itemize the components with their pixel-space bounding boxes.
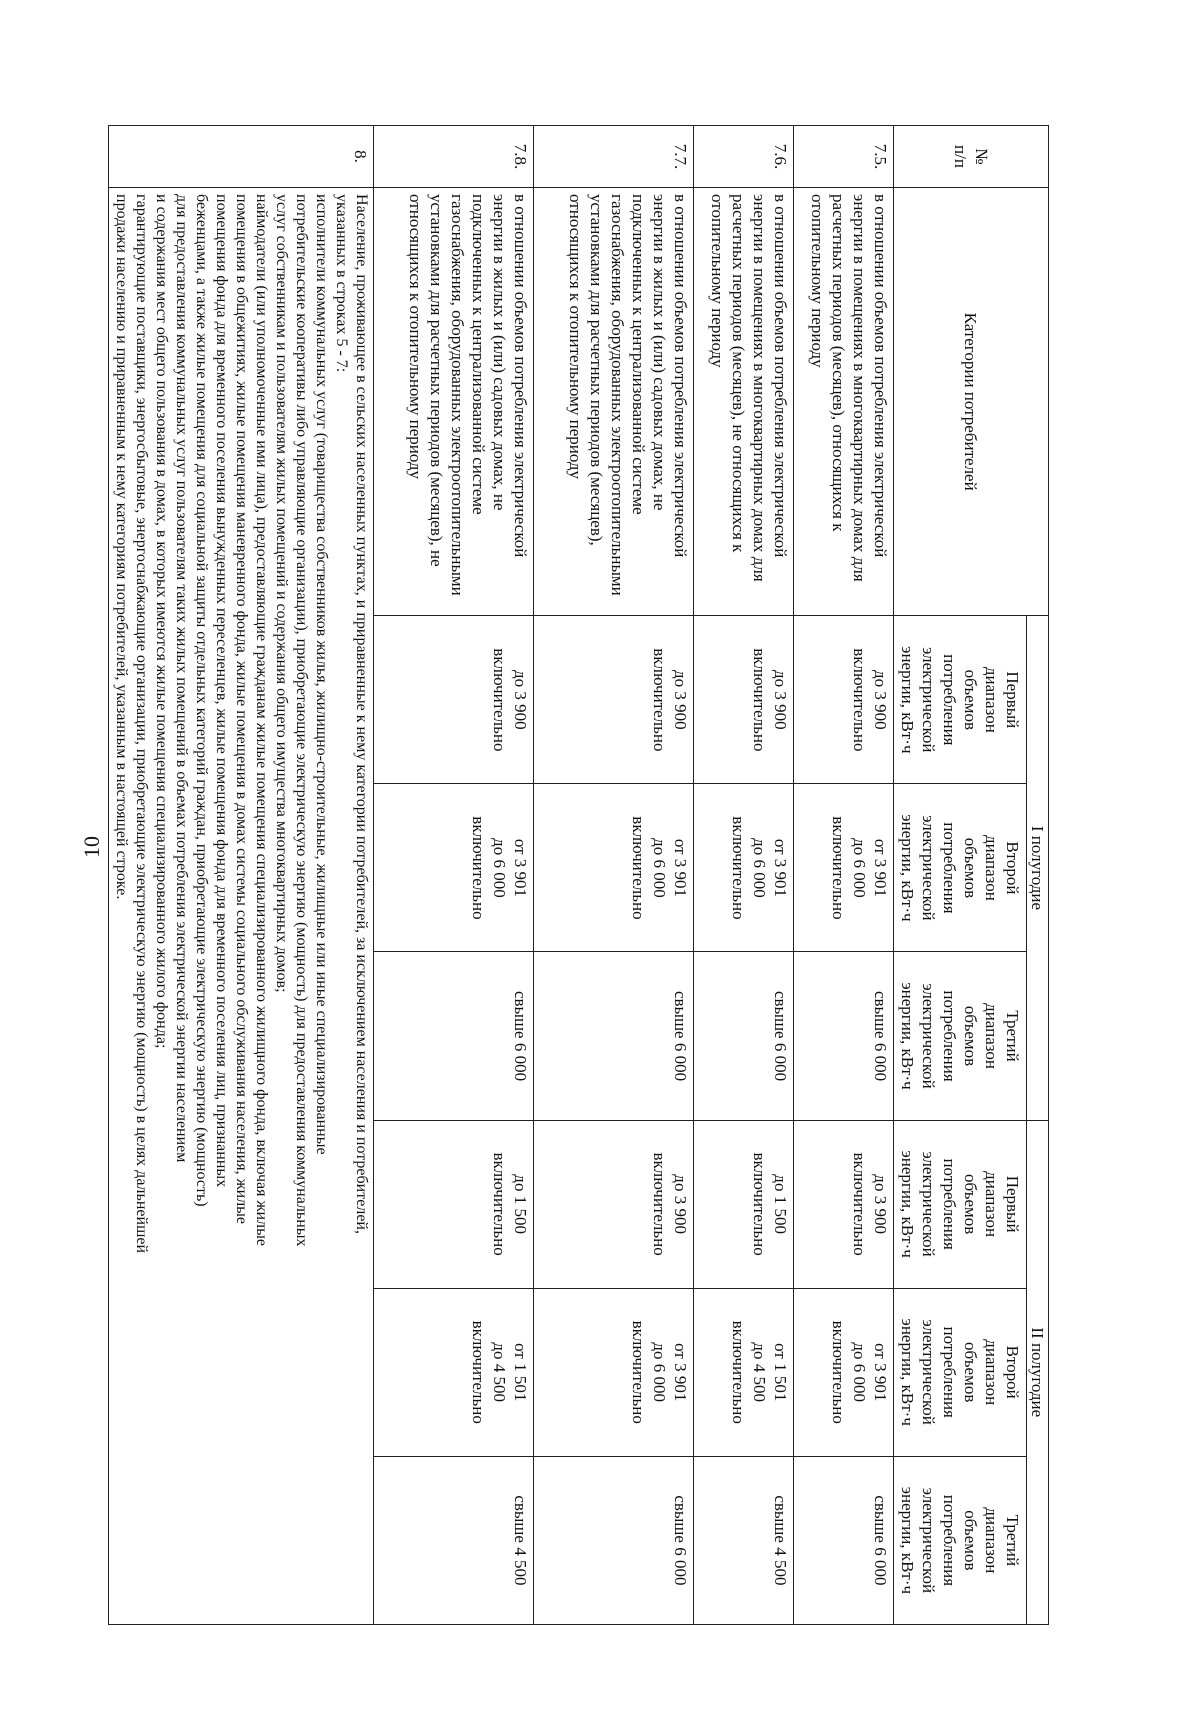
row-value: до 3 900 включительно — [374, 616, 534, 784]
table-row — [794, 126, 894, 1625]
row-value: свыше 6 000 — [534, 952, 694, 1120]
note-line: исполнители коммунальных услуг (товарищества собственников жилья, жилищно-строительные, жилищные или иные специализированные — [313, 194, 330, 1155]
row-value: до 3 900 включительно — [694, 616, 794, 784]
row-8-text — [109, 188, 374, 1625]
header-category: Категории потребителей — [894, 188, 1049, 616]
rotated-sheet — [113, 125, 1049, 1625]
row-value: свыше 6 000 — [694, 952, 794, 1120]
header-h1-range3: Третий диапазон объемов потребления электрической энергии, кВт·ч — [894, 952, 1027, 1120]
row-value: от 3 901 до 6 000 включительно — [694, 784, 794, 952]
row-value: до 3 900 включительно — [534, 1120, 694, 1288]
row-value: от 3 901 до 6 000 включительно — [794, 784, 894, 952]
row-category: в отношении объемов потребления электрической энергии в помещениях в многоквартирных домах для расчетных периодов (месяцев), относящихся к отопительному периоду — [794, 188, 894, 616]
note-line: и содержания мест общего пользования в домах, в которых имеются жилые помещения специализированного жилого фонда; — [153, 194, 170, 1049]
header-h2-range1: Первый диапазон объемов потребления электрической энергии, кВт·ч — [894, 1120, 1027, 1288]
table-row — [534, 126, 694, 1625]
header-half2: II полугодие — [1026, 1120, 1048, 1624]
header-h2-range3: Третий диапазон объемов потребления электрической энергии, кВт·ч — [894, 1456, 1027, 1624]
page-number: 10 — [79, 836, 104, 858]
header-half1: I полугодие — [1026, 616, 1048, 1120]
row-num: 7.6. — [694, 126, 794, 188]
row-value: свыше 4 500 — [374, 1456, 534, 1624]
row-value: свыше 6 000 — [534, 1456, 694, 1624]
row-value: от 3 901 до 6 000 включительно — [534, 784, 694, 952]
header-num: № п/п — [894, 126, 1049, 188]
row-value: от 3 901 до 6 000 включительно — [374, 784, 534, 952]
row-value: свыше 6 000 — [794, 952, 894, 1120]
table-row-8 — [109, 126, 374, 1625]
note-line: продажи населению и приравненным к нему категориям потребителей, указанным в настоящей строке. — [113, 194, 130, 900]
row-value: до 3 900 включительно — [794, 1120, 894, 1288]
row-num: 7.7. — [534, 126, 694, 188]
row-value: до 1 500 включительно — [694, 1120, 794, 1288]
table-row — [374, 126, 534, 1625]
note-line: потребительские кооперативы либо управляющие организации), приобретающие электрическую энергию (мощность) для предоставления коммунальных — [293, 194, 310, 1247]
row-category: в отношении объемов потребления электрической энергии в помещениях в многоквартирных домах для расчетных периодов (месяцев), не относящихся к отопительному периоду — [694, 188, 794, 616]
note-line: для предоставления коммунальных услуг пользователям таких жилых помещений в объемах потребления электрической энергии населением — [173, 194, 190, 1163]
row-value: от 3 901 до 6 000 включительно — [534, 1288, 694, 1456]
row-value: свыше 6 000 — [374, 952, 534, 1120]
row-value: свыше 6 000 — [794, 1456, 894, 1624]
row-value: свыше 4 500 — [694, 1456, 794, 1624]
header-row-1 — [1026, 126, 1048, 1625]
row-value: от 1 501 до 4 500 включительно — [374, 1288, 534, 1456]
note-line: наймодатели (или уполномоченные ими лица), предоставляющие гражданам жилые помещения специализированного жилищного фонда, включая жилые — [253, 194, 270, 1246]
row-value: до 3 900 включительно — [534, 616, 694, 784]
tariff-table — [108, 125, 1049, 1625]
header-h1-range1: Первый диапазон объемов потребления электрической энергии, кВт·ч — [894, 616, 1027, 784]
row-num: 8. — [109, 126, 374, 188]
note-line: указанных в строках 5 - 7: — [333, 194, 350, 373]
header-h2-range2: Второй диапазон объемов потребления электрической энергии, кВт·ч — [894, 1288, 1027, 1456]
note-line: услуг собственникам и пользователям жилых помещений и содержания общего имущества многоквартирных домов; — [273, 194, 290, 993]
row-category: в отношении объемов потребления электрической энергии в жилых и (или) садовых домах, не подключенных к централизованной системе газоснабжения, оборудованных электроотопительными установками для расчетных периодов (месяцев), относящихся к отопительному периоду — [534, 188, 694, 616]
table-row — [694, 126, 794, 1625]
note-line: помещения в общежитиях, жилые помещения маневренного фонда, жилые помещения в домах системы социального обслуживания населения, жилые — [233, 194, 250, 1225]
row-value: от 3 901 до 6 000 включительно — [794, 1288, 894, 1456]
row-value: до 1 500 включительно — [374, 1120, 534, 1288]
note-line: беженцами, а также жилые помещения для социальной защиты отдельных категорий граждан, приобретающие электрическую энергию (мощность) — [193, 194, 210, 1207]
note-line: гарантирующие поставщики, энергосбытовые, энергоснабжающие организации, приобретающие электрическую энергию (мощность) в целях дальнейшей — [133, 194, 150, 1254]
row-value: до 3 900 включительно — [794, 616, 894, 784]
row-num: 7.5. — [794, 126, 894, 188]
row-category: в отношении объемов потребления электрической энергии в жилых и (или) садовых домах, не подключенных к централизованной системе газоснабжения, оборудованных электроотопительными установками для расчетных периодов (месяцев), не относящихся к отопительному периоду — [374, 188, 534, 616]
header-h1-range2: Второй диапазон объемов потребления электрической энергии, кВт·ч — [894, 784, 1027, 952]
row-num: 7.8. — [374, 126, 534, 188]
note-line: Население, проживающее в сельских населенных пунктах, и приравненные к нему категории потребителей, за исключением населения и потребителей, — [353, 194, 370, 1234]
note-line: помещения фонда для временного поселения вынужденных переселенцев, жилые помещения фонда для временного поселения лиц, признанных — [213, 194, 230, 1188]
row-value: от 1 501 до 4 500 включительно — [694, 1288, 794, 1456]
